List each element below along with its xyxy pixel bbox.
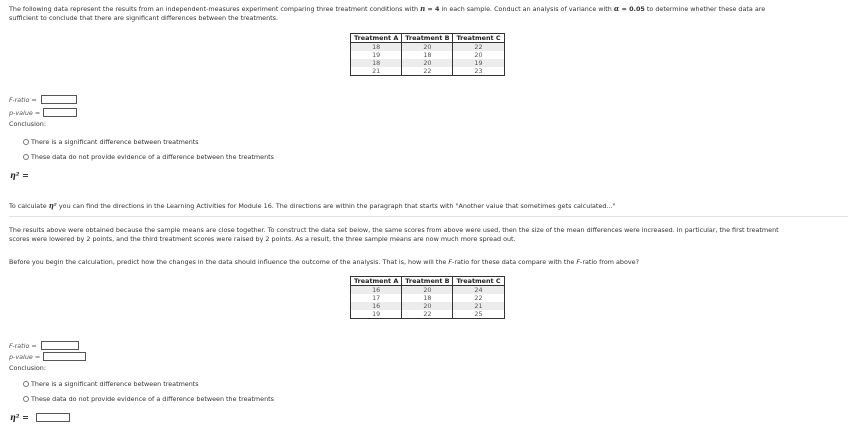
- table-header: Treatment C: [453, 34, 504, 43]
- table-cell: 16: [351, 302, 402, 310]
- table-cell: 22: [402, 310, 453, 319]
- eta-note-text: To calculate: [9, 202, 49, 210]
- option-label: These data do not provide evidence of a difference between the treatments: [31, 153, 274, 161]
- f-symbol: F: [448, 258, 453, 266]
- table-cell: 22: [453, 294, 504, 302]
- table-header: Treatment C: [453, 277, 504, 286]
- f-ratio-label: F-ratio =: [9, 342, 37, 350]
- n-value: = 4: [425, 5, 440, 13]
- table-cell: 20: [402, 43, 453, 52]
- table-cell: 18: [402, 51, 453, 59]
- predict-text: [9, 258, 639, 266]
- intro-line-1: [9, 4, 847, 14]
- f-symbol: F: [576, 258, 581, 266]
- p-value-label: p-value =: [9, 109, 41, 117]
- f-ratio-input-2[interactable]: [41, 341, 79, 350]
- eta-symbol: η²: [48, 201, 57, 210]
- table-cell: 21: [351, 67, 402, 76]
- f-ratio-input[interactable]: [41, 95, 77, 104]
- conclusion-label: Conclusion:: [9, 364, 46, 372]
- f-ratio-label: F-ratio =: [9, 96, 37, 104]
- eta-squared-input-2[interactable]: [36, 413, 70, 422]
- table-cell: 19: [351, 310, 402, 319]
- eta-squared-label: η² =: [10, 170, 29, 180]
- table-cell: 19: [453, 59, 504, 67]
- table-cell: 18: [351, 43, 402, 52]
- intro-line-2: sufficient to conclude that there are significant differences between the treatments.: [9, 14, 279, 22]
- predict-part-3: -ratio from above?: [580, 258, 639, 266]
- table-header: Treatment B: [402, 34, 453, 43]
- table-cell: 20: [453, 51, 504, 59]
- radio-no-evidence-2[interactable]: [23, 396, 29, 402]
- table-cell: 19: [351, 51, 402, 59]
- p-value-input[interactable]: [43, 108, 77, 117]
- eta-note-text-2: you can find the directions in the Learning Activities for Module 16. The directions are within the paragraph that starts with "Another value that sometimes gets calculated...": [56, 202, 616, 210]
- predict-part-1: Before you begin the calculation, predict how the changes in the data should influence the outcome of the analysis. That is, how will the: [9, 258, 449, 266]
- table-cell: 20: [402, 302, 453, 310]
- radio-significant-difference-2[interactable]: [23, 381, 29, 387]
- construction-paragraph: [9, 226, 847, 244]
- table-cell: 20: [402, 59, 453, 67]
- paragraph-line-1: The results above were obtained because the sample means are close together. To construct the data set below, the same scores from above were used, then the size of the mean differences were increased. In particular, the first treatment: [9, 226, 779, 234]
- table-cell: 21: [453, 302, 504, 310]
- table-cell: 22: [453, 43, 504, 52]
- n-symbol: n: [420, 4, 426, 13]
- option-label: These data do not provide evidence of a difference between the treatments: [31, 395, 274, 403]
- alpha-value: = 0.05: [619, 5, 645, 13]
- table-cell: 16: [351, 286, 402, 295]
- radio-no-evidence[interactable]: [23, 154, 29, 160]
- intro-text: The following data represent the results from an independent-measures experiment comparing three treatment conditions with: [9, 5, 421, 13]
- table-cell: 24: [453, 286, 504, 295]
- paragraph-line-2: scores were lowered by 2 points, and the third treatment scores were raised by 2 points. As a result, the three sample means are now much more spread out.: [9, 235, 516, 243]
- option-label: There is a significant difference between treatments: [31, 380, 199, 388]
- table-cell: 22: [402, 67, 453, 76]
- table-header: Treatment A: [351, 34, 402, 43]
- alpha-symbol: α: [613, 4, 620, 13]
- table-cell: 20: [402, 286, 453, 295]
- data-table-1: [350, 33, 505, 76]
- intro-text-3: to determine whether these data are: [644, 5, 766, 13]
- intro-text-2: in each sample. Conduct an analysis of variance with: [439, 5, 614, 13]
- table-cell: 17: [351, 294, 402, 302]
- divider: [9, 216, 848, 217]
- predict-part-2: -ratio for these data compare with the: [452, 258, 577, 266]
- conclusion-label: Conclusion:: [9, 120, 46, 128]
- option-label: There is a significant difference between treatments: [31, 138, 199, 146]
- table-cell: 18: [402, 294, 453, 302]
- table-header: Treatment A: [351, 277, 402, 286]
- p-value-label: p-value =: [9, 353, 41, 361]
- table-cell: 25: [453, 310, 504, 319]
- data-table-2: [350, 276, 505, 319]
- intro-paragraph: [9, 4, 847, 23]
- eta-note: [9, 201, 615, 210]
- table-cell: 18: [351, 59, 402, 67]
- p-value-input-2[interactable]: [43, 352, 86, 361]
- radio-significant-difference[interactable]: [23, 139, 29, 145]
- eta-squared-label: η² =: [10, 412, 29, 422]
- table-cell: 23: [453, 67, 504, 76]
- table-header: Treatment B: [402, 277, 453, 286]
